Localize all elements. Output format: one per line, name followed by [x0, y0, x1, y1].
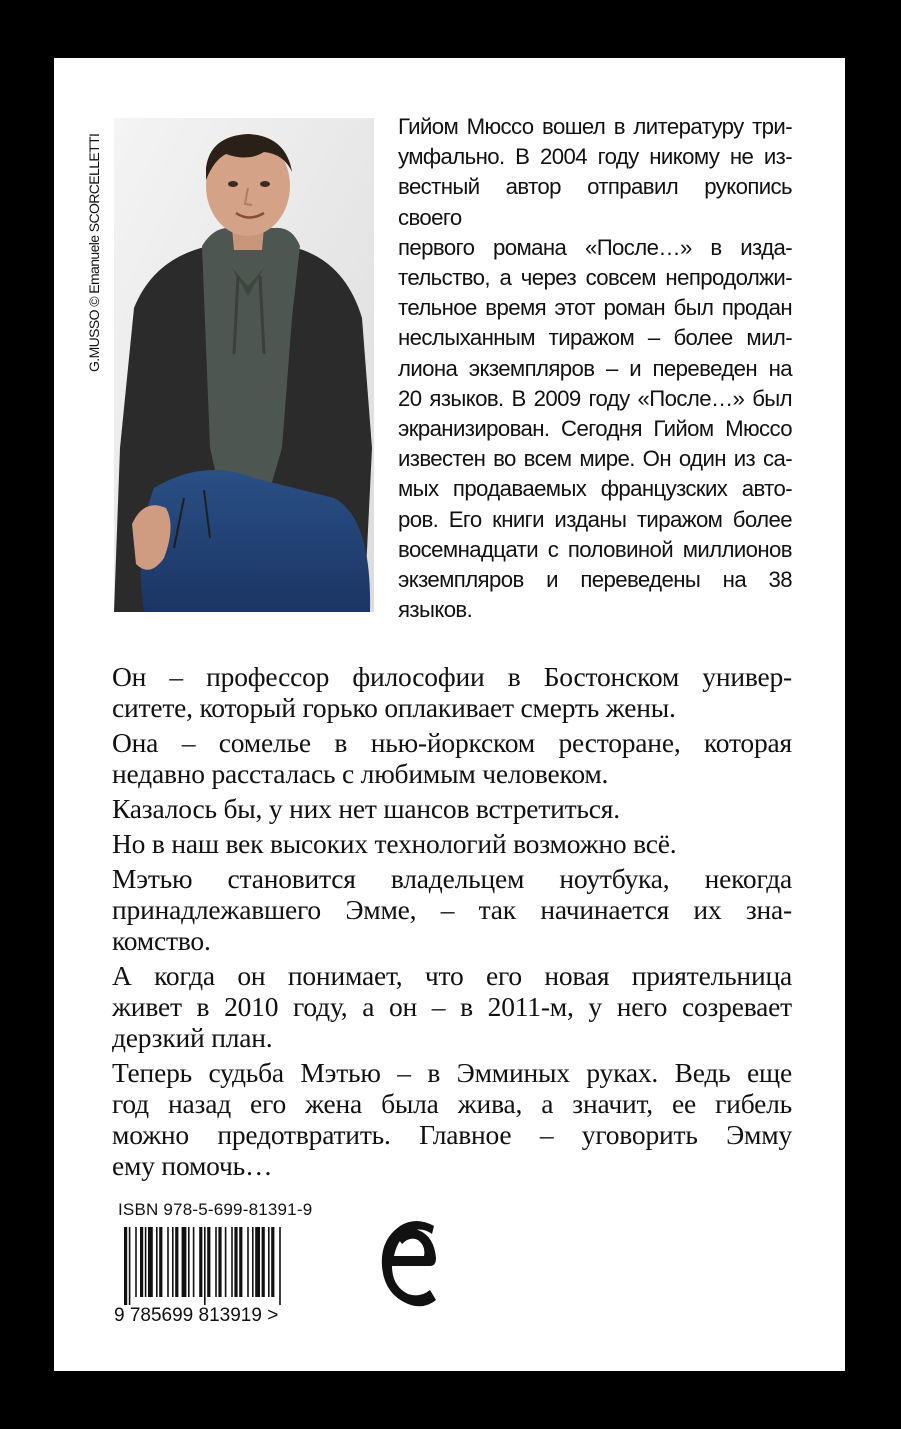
annotation-line: Теперь судьба Мэтью – в Эмминых руках. Ведь еще: [112, 1057, 792, 1088]
bio-line: неслыханным тиражом – более мил-: [398, 325, 792, 351]
bio-line: экземпляров и переведены на 38 языков.: [398, 567, 792, 623]
bio-line: восемнадцати с половиной миллионов: [398, 536, 792, 562]
barcode-bar: [255, 1227, 260, 1297]
barcode-bar: [172, 1227, 174, 1297]
book-annotation: [112, 661, 792, 1185]
barcode-bar: [124, 1227, 127, 1305]
annotation-line: Она – сомелье в нью-йоркском ресторане, которая: [112, 727, 792, 758]
barcode-bar: [231, 1227, 233, 1297]
isbn-barcode: [114, 1227, 340, 1323]
barcode-bar: [218, 1227, 221, 1297]
barcode-bar: [271, 1227, 274, 1297]
barcode-bar: [182, 1227, 187, 1297]
photo-credit: G.MUSSO © Emanuele SCORCELLETTI: [86, 133, 102, 372]
barcode-bar: [159, 1227, 162, 1297]
annotation-line: ситете, который горько оплакивает смерть жены.: [112, 692, 676, 723]
annotation-line: можно предотвратить. Главное – уговорить Эмму: [112, 1119, 792, 1150]
annotation-line: Но в наш век высоких технологий возможно всё.: [112, 828, 677, 859]
annotation-line: Казалось бы, у них нет шансов встретиться.: [112, 793, 620, 824]
barcode-bar: [129, 1227, 131, 1305]
barcode-bar: [279, 1227, 281, 1305]
barcode-bar: [234, 1227, 237, 1297]
barcode-bar: [193, 1227, 195, 1297]
bio-line: ров. Его книги изданы тиражом более: [398, 506, 792, 532]
barcode-bar: [252, 1227, 254, 1297]
bio-line: экранизирован. Сегодня Гийом Мюссо: [398, 416, 792, 442]
annotation-paragraph: [112, 828, 792, 859]
bio-line: Гийом Мюссо вошел в литературу три-: [398, 114, 792, 139]
annotation-line: принадлежавшего Эмме, – так начинается их зна-: [112, 894, 792, 925]
barcode-bar: [140, 1227, 143, 1297]
bio-line: тельство, а через совсем непродолжи-: [398, 265, 792, 291]
barcode-bar: [207, 1227, 210, 1297]
barcode-bar: [167, 1227, 169, 1297]
barcode-digits: 9 785699 813919 >: [114, 1305, 279, 1323]
annotation-paragraph: [112, 1057, 792, 1181]
annotation-paragraph: [112, 863, 792, 956]
isbn-label: ISBN 978-5-699-81391-9: [118, 1200, 313, 1219]
annotation-line: ему помочь…: [112, 1150, 273, 1181]
barcode-bars: [124, 1227, 281, 1305]
barcode-bar: [215, 1227, 217, 1297]
barcode-bar: [175, 1227, 178, 1297]
annotation-line: живет в 2010 году, а он – в 2011-м, у него созревает: [112, 991, 792, 1022]
barcode-bar: [148, 1227, 153, 1297]
barcode-bar: [145, 1227, 147, 1297]
annotation-line: год назад его жена была жива, а значит, ее гибель: [112, 1088, 792, 1119]
bio-line: тельное время этот роман был продан: [398, 295, 792, 321]
annotation-line: Он – профессор философии в Бостонском универ-: [112, 661, 792, 692]
annotation-paragraph: [112, 960, 792, 1053]
barcode-bar: [188, 1227, 190, 1297]
annotation-line: комство.: [112, 925, 211, 956]
author-photo-illustration: [114, 118, 374, 612]
barcode-bar: [199, 1227, 202, 1297]
annotation-line: А когда он понимает, что его новая приятельница: [112, 960, 792, 991]
bio-line: умфально. В 2004 году никому не из-: [398, 144, 792, 170]
annotation-line: недавно рассталась с любимым человеком.: [112, 758, 609, 789]
author-bio: [398, 112, 792, 625]
author-photo: [114, 118, 374, 612]
eksmo-logo: [376, 1214, 440, 1310]
annotation-paragraph: [112, 661, 792, 723]
barcode-bar: [262, 1227, 265, 1297]
bio-line: мых продаваемых французских авто-: [398, 476, 792, 502]
annotation-paragraph: [112, 727, 792, 789]
barcode-bar: [135, 1227, 137, 1297]
barcode-bar: [268, 1227, 270, 1297]
barcode-bar: [247, 1227, 249, 1297]
annotation-line: дерзкий план.: [112, 1022, 273, 1053]
barcode-bar: [204, 1227, 206, 1305]
bio-line: 20 языков. В 2009 году «После…» был: [398, 385, 792, 411]
bio-line: лиона экземпляров – и переведен на: [398, 355, 792, 381]
annotation-line: Мэтью становится владельцем ноутбука, некогда: [112, 863, 792, 894]
bio-line: известен во всем мире. Он один из са-: [398, 446, 792, 472]
barcode-bar: [156, 1227, 158, 1297]
bio-line: вестный автор отправил рукопись своего: [398, 174, 792, 230]
barcode-bar: [239, 1227, 242, 1297]
bio-line: первого романа «После…» в изда-: [398, 234, 792, 260]
barcode-bar: [225, 1227, 227, 1297]
annotation-paragraph: [112, 793, 792, 824]
